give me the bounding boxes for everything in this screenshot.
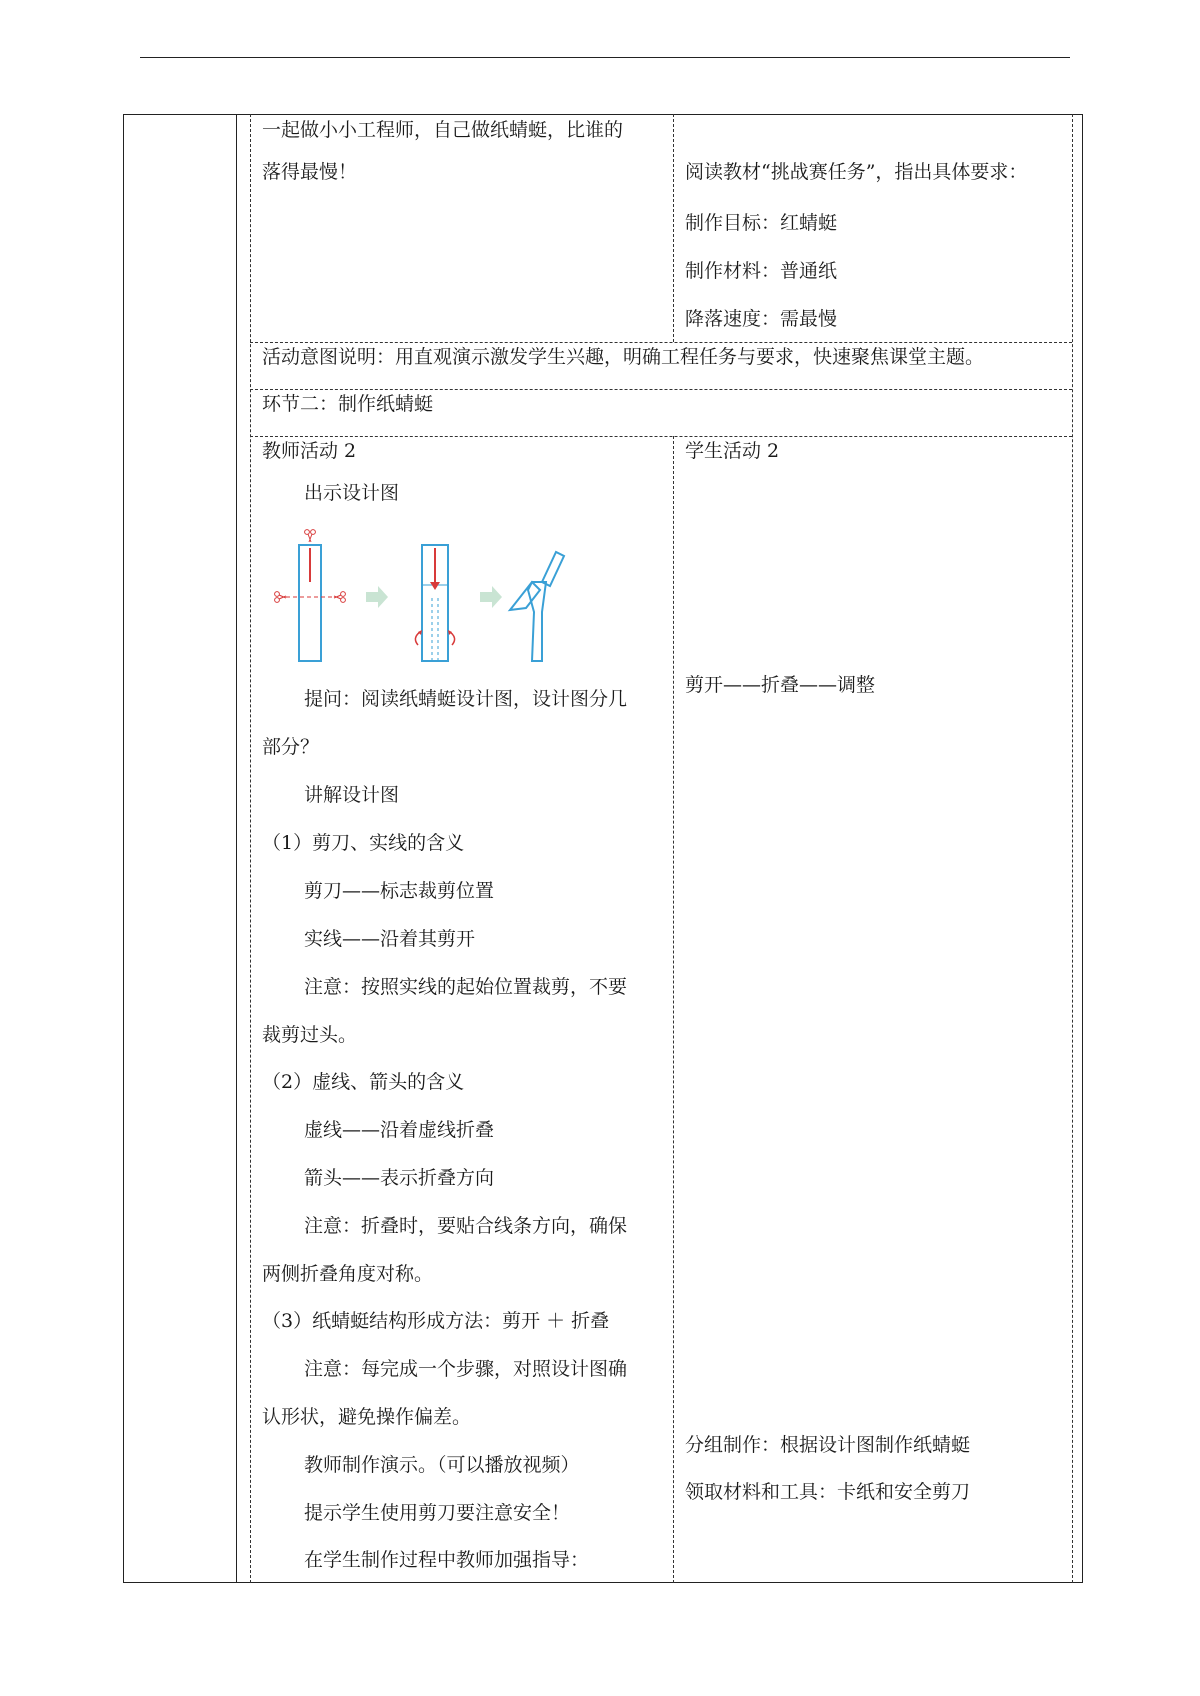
part1-note-line2: 裁剪过头。	[262, 1024, 358, 1046]
part3-note-line2: 认形状，避免操作偏差。	[262, 1406, 472, 1428]
part1-title: （1）剪刀、实线的含义	[262, 832, 465, 854]
guidance-text: 在学生制作过程中教师加强指导：	[304, 1549, 590, 1571]
row-divider-1	[250, 342, 1072, 343]
part1-solid-line: 实线——沿着其剪开	[304, 928, 476, 950]
inner-right-dashed	[1072, 114, 1073, 1583]
part1-note-line1: 注意：按照实线的起始位置裁剪，不要	[304, 976, 628, 998]
dragonfly-design-diagram	[270, 520, 590, 670]
task-material: 制作材料：普通纸	[685, 260, 838, 282]
step-arrow-icon	[480, 586, 502, 608]
student-group-task: 分组制作：根据设计图制作纸蜻蜓	[685, 1434, 971, 1456]
teacher-demo-text: 教师制作演示。（可以播放视频）	[304, 1454, 580, 1476]
part2-note-line2: 两侧折叠角度对称。	[262, 1263, 434, 1285]
table-top-border	[123, 114, 1082, 115]
part2-note-line1: 注意：折叠时，要贴合线条方向，确保	[304, 1215, 628, 1237]
step-arrow-icon	[366, 586, 388, 608]
task-goal: 制作目标：红蜻蜓	[685, 212, 838, 234]
section-title: 环节二：制作纸蜻蜓	[262, 393, 434, 415]
part3-title: （3）纸蜻蜓结构形成方法：剪开 ＋ 折叠	[262, 1310, 610, 1332]
table-left-border	[123, 114, 124, 1583]
activity-intent-note: 活动意图说明：用直观演示激发学生兴趣，明确工程任务与要求，快速聚焦课堂主题。	[262, 346, 985, 368]
part2-title: （2）虚线、箭头的含义	[262, 1071, 465, 1093]
challenge-intro-line2: 落得最慢！	[262, 161, 358, 183]
part1-scissors: 剪刀——标志裁剪位置	[304, 880, 495, 902]
header-rule	[140, 57, 1070, 58]
scissors-icon	[305, 530, 316, 542]
show-design-text: 出示设计图	[304, 482, 400, 504]
scissors-icon	[334, 592, 345, 603]
table-right-border	[1082, 114, 1083, 1583]
safety-reminder: 提示学生使用剪刀要注意安全！	[304, 1502, 571, 1524]
challenge-intro-line1: 一起做小小工程师，自己做纸蜻蜓，比谁的	[262, 119, 624, 141]
row-divider-2	[250, 389, 1072, 390]
student-steps: 剪开——折叠——调整	[685, 674, 876, 696]
part3-note-line1: 注意：每完成一个步骤，对照设计图确	[304, 1358, 628, 1380]
question-line2: 部分？	[262, 736, 320, 758]
part2-dashed-line: 虚线——沿着虚线折叠	[304, 1119, 495, 1141]
teacher-activity-heading: 教师活动 2	[262, 440, 357, 462]
inner-left-dashed	[250, 114, 251, 1583]
folded-dragonfly-shape	[510, 582, 540, 610]
table-bottom-border	[123, 1582, 1082, 1583]
part2-arrow: 箭头——表示折叠方向	[304, 1167, 495, 1189]
student-materials: 领取材料和工具：卡纸和安全剪刀	[685, 1481, 971, 1503]
scissors-icon	[275, 592, 286, 603]
task-read-instruction: 阅读教材“挑战赛任务”，指出具体要求：	[685, 161, 1028, 183]
question-line1: 提问：阅读纸蜻蜓设计图，设计图分几	[304, 688, 628, 710]
table-col-divider	[236, 114, 237, 1583]
row-divider-3	[250, 436, 1072, 437]
student-activity-heading: 学生活动 2	[685, 440, 780, 462]
column-divider-top	[673, 114, 674, 342]
column-divider-bottom	[673, 436, 674, 1583]
explain-design-text: 讲解设计图	[304, 784, 400, 806]
task-speed: 降落速度：需最慢	[685, 308, 838, 330]
